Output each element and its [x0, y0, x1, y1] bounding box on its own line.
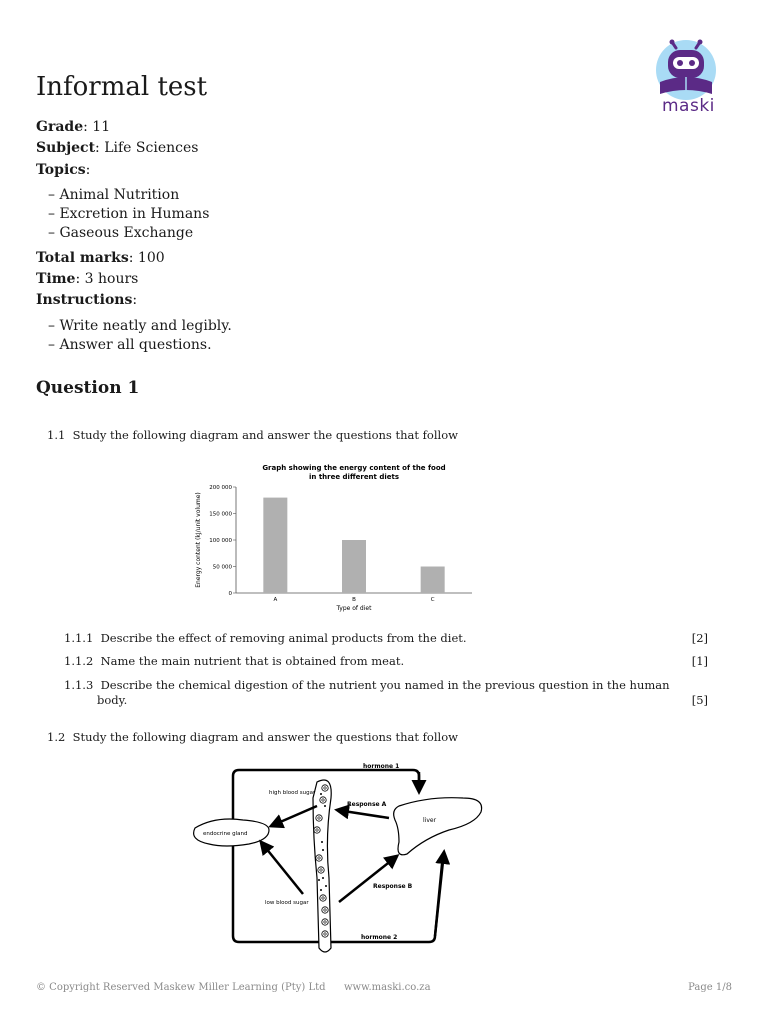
response-a-label: Response A — [347, 801, 387, 808]
arrow-vessel-to-liver — [339, 856, 397, 902]
question-heading: Question 1 — [36, 378, 140, 398]
question-1-1: 1.1 Study the following diagram and answer the questions that follow — [47, 428, 458, 442]
subquestion-1-1-3: 1.1.3 Describe the chemical digestion of the nutrient you named in the previous question in the human — [64, 678, 670, 692]
maski-mascot-icon — [650, 38, 722, 100]
question-1-2: 1.2 Study the following diagram and answer the questions that follow — [47, 730, 458, 744]
footer-copyright: © Copyright Reserved Maskew Miller Learning (Pty) Ltd — [36, 982, 326, 993]
topics-label: Topics: — [36, 162, 91, 178]
subquestion-1-1-2: 1.1.2 Name the main nutrient that is obtained from meat. — [64, 654, 405, 668]
hormone-2-label: hormone 2 — [361, 934, 398, 941]
y-tick-label: 200 000 — [209, 485, 232, 491]
blood-sugar-diagram — [185, 758, 495, 958]
arrow-vessel-to-gland — [271, 806, 317, 826]
subject-line: Subject: Life Sciences — [36, 140, 199, 156]
page-title: Informal test — [36, 72, 208, 102]
y-tick-label: 100 000 — [209, 538, 232, 544]
subquestion-1-1-1: 1.1.1 Describe the effect of removing animal products from the diet. — [64, 631, 467, 645]
x-tick-label: C — [430, 597, 435, 603]
hormone-2-arrow — [435, 852, 444, 936]
hormone-1-label: hormone 1 — [363, 763, 400, 770]
liver-shape — [394, 798, 482, 855]
x-tick-label: B — [352, 597, 356, 603]
subject-value: Life Sciences — [104, 140, 199, 156]
hormone-1-path — [233, 770, 443, 942]
arrow-low-to-gland — [261, 842, 303, 894]
instruction-item: – Write neatly and legibly. — [48, 318, 232, 334]
marks-1-1-2: [1] — [691, 654, 708, 668]
x-axis-label: Type of diet — [336, 605, 372, 612]
x-tick-label: A — [273, 597, 278, 603]
glucose-dot — [320, 793, 322, 795]
bar-B — [342, 540, 366, 593]
topic-item: – Excretion in Humans — [48, 206, 210, 222]
grade-value: 11 — [92, 119, 111, 135]
high-blood-sugar-label: high blood sugar — [269, 790, 316, 796]
total-marks-line: Total marks: 100 — [36, 250, 165, 266]
glucose-dot — [318, 879, 320, 881]
maski-logo — [650, 38, 722, 118]
marks-1-1-3: [5] — [691, 693, 708, 707]
glucose-dot — [321, 841, 323, 843]
arrow-liver-to-vessel — [337, 810, 389, 818]
glucose-dot — [325, 885, 327, 887]
chart-subtitle: in three different diets — [309, 473, 399, 481]
footer-page-number: Page 1/8 — [688, 982, 732, 993]
grade-line: Grade: 11 — [36, 119, 111, 135]
marks-1-1-1: [2] — [691, 631, 708, 645]
y-tick-label: 50 000 — [212, 564, 232, 571]
glucose-dot — [322, 849, 324, 851]
y-tick-label: 0 — [228, 591, 232, 597]
y-axis-label: Energy content (kJ/unit volume) — [195, 492, 202, 588]
instruction-item: – Answer all questions. — [48, 337, 212, 353]
glucose-dot — [320, 889, 322, 891]
energy-bar-chart — [180, 458, 490, 616]
topic-item: – Gaseous Exchange — [48, 225, 194, 241]
instructions-label: Instructions: — [36, 292, 138, 308]
y-tick-label: 150 000 — [209, 511, 232, 518]
footer-url-link[interactable]: www.maski.co.za — [344, 982, 431, 993]
subquestion-1-1-3-cont: body. — [97, 693, 128, 707]
topic-item: – Animal Nutrition — [48, 187, 180, 203]
bar-C — [421, 567, 445, 594]
maski-wordmark: maski — [662, 96, 715, 116]
glucose-dot — [322, 877, 324, 879]
glucose-dot — [324, 805, 326, 807]
endocrine-gland-label: endocrine gland — [203, 831, 248, 837]
low-blood-sugar-label: low blood sugar — [265, 900, 309, 906]
bar-A — [263, 498, 287, 593]
liver-label: liver — [423, 817, 437, 824]
response-b-label: Response B — [373, 883, 413, 890]
chart-title: Graph showing the energy content of the food — [262, 464, 446, 472]
time-line: Time: 3 hours — [36, 271, 139, 287]
